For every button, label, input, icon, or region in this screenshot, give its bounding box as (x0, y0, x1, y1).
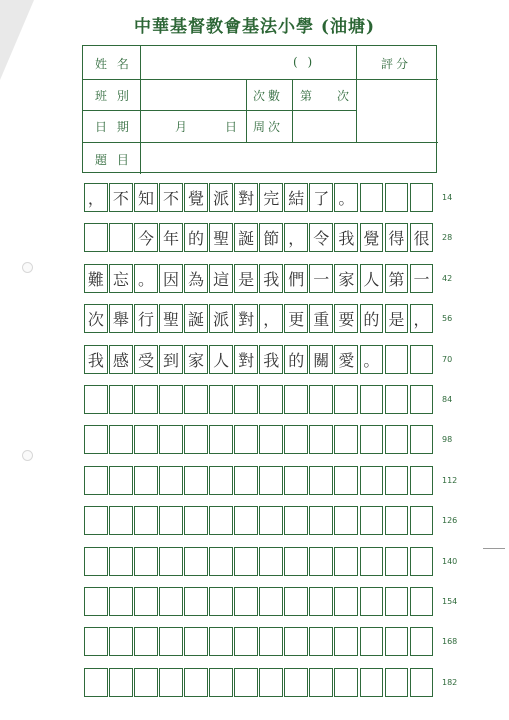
grid-cell (284, 547, 308, 576)
grid-cell: 舉 (109, 304, 133, 333)
class-label: 班 別 (95, 89, 132, 103)
grid-cell (84, 506, 108, 535)
grid-cell (410, 627, 434, 656)
grid-cell (410, 506, 434, 535)
grid-cell: 家 (184, 345, 208, 374)
grid-cell (184, 466, 208, 495)
grid-cell (234, 506, 258, 535)
grid-cell (84, 668, 108, 697)
grid-cell: 年 (159, 223, 183, 252)
row-char-count: 98 (442, 435, 453, 445)
grid-row (84, 425, 433, 454)
grid-cell (360, 506, 384, 535)
grid-cell: ， (259, 304, 283, 333)
grid-cell (334, 385, 358, 414)
grid-cell: 人 (209, 345, 233, 374)
grid-cell (109, 547, 133, 576)
grid-cell (234, 425, 258, 454)
grid-cell (184, 425, 208, 454)
grid-cell (84, 587, 108, 616)
grid-cell: 我 (334, 223, 358, 252)
grid-cell: 第 (385, 264, 409, 293)
grid-cell (159, 547, 183, 576)
grid-cell: 為 (184, 264, 208, 293)
grid-cell (209, 627, 233, 656)
grid-cell (410, 547, 434, 576)
grid-cell: 們 (284, 264, 308, 293)
grid-cell: ， (284, 223, 308, 252)
grid-cell: 我 (84, 345, 108, 374)
grid-cell (284, 506, 308, 535)
grid-cell: 到 (159, 345, 183, 374)
grid-cell: 誕 (184, 304, 208, 333)
grid-cell (259, 506, 283, 535)
grid-cell (309, 385, 333, 414)
grid-cell (259, 627, 283, 656)
grid-cell: 忘 (109, 264, 133, 293)
grid-cell (109, 425, 133, 454)
grid-cell: 我 (259, 345, 283, 374)
grid-cell (410, 425, 434, 454)
grid-cell (184, 506, 208, 535)
grid-cell (259, 587, 283, 616)
grid-cell (309, 466, 333, 495)
grid-row (84, 385, 433, 414)
grid-cell (309, 547, 333, 576)
row-char-count: 126 (442, 516, 458, 526)
grid-row (84, 223, 433, 252)
grid-cell (334, 425, 358, 454)
grid-cell (309, 587, 333, 616)
grid-cell (410, 587, 434, 616)
grid-cell: 。 (360, 345, 384, 374)
grid-cell (385, 627, 409, 656)
grid-cell (109, 587, 133, 616)
grid-cell (309, 668, 333, 697)
grid-cell: 愛 (334, 345, 358, 374)
grid-cell (184, 587, 208, 616)
week-label: 周次 (253, 120, 284, 134)
grid-cell (334, 587, 358, 616)
row-char-count: 42 (442, 273, 453, 283)
grid-cell (134, 668, 158, 697)
grid-cell (259, 385, 283, 414)
grid-cell: 更 (284, 304, 308, 333)
grid-cell (360, 425, 384, 454)
grid-cell: 結 (284, 183, 308, 212)
grid-cell (134, 385, 158, 414)
times-label: 次數 (253, 89, 284, 103)
grid-cell (234, 627, 258, 656)
grid-cell: 不 (159, 183, 183, 212)
grid-cell (234, 668, 258, 697)
grid-row (84, 587, 433, 616)
grid-cell (159, 668, 183, 697)
grid-cell: 因 (159, 264, 183, 293)
grid-cell (259, 466, 283, 495)
row-char-count: 182 (442, 677, 458, 687)
grid-cell: 一 (309, 264, 333, 293)
grid-cell: 今 (134, 223, 158, 252)
grid-cell (159, 506, 183, 535)
grid-cell (360, 587, 384, 616)
grid-cell: 知 (134, 183, 158, 212)
grid-cell (209, 668, 233, 697)
grid-cell (209, 425, 233, 454)
grid-cell: 這 (209, 264, 233, 293)
grid-cell: 對 (234, 304, 258, 333)
grid-row (84, 627, 433, 656)
grid-cell (209, 466, 233, 495)
grid-cell (159, 425, 183, 454)
grid-cell (259, 425, 283, 454)
grid-cell (309, 627, 333, 656)
grid-row (84, 466, 433, 495)
grid-cell (385, 587, 409, 616)
grid-cell (84, 466, 108, 495)
name-label: 姓 名 (95, 57, 132, 71)
grid-cell (134, 627, 158, 656)
grid-cell (385, 425, 409, 454)
grid-cell: 誕 (234, 223, 258, 252)
grid-cell: 是 (385, 304, 409, 333)
grid-cell (184, 385, 208, 414)
grid-cell (360, 627, 384, 656)
score-label: 評分 (381, 57, 412, 71)
grid-cell (209, 506, 233, 535)
row-char-count: 112 (442, 475, 458, 485)
grid-cell (109, 627, 133, 656)
grid-cell (385, 466, 409, 495)
grid-cell: 令 (309, 223, 333, 252)
grid-cell (385, 668, 409, 697)
grid-cell (410, 466, 434, 495)
grid-cell (159, 627, 183, 656)
grid-cell (259, 547, 283, 576)
grid-cell: 我 (259, 264, 283, 293)
grid-cell (134, 506, 158, 535)
grid-cell (334, 466, 358, 495)
grid-cell (410, 183, 434, 212)
grid-cell (184, 627, 208, 656)
grid-cell: 人 (360, 264, 384, 293)
date-label: 日 期 (95, 120, 132, 134)
grid-cell (385, 506, 409, 535)
page-title: 中華基督教會基法小學 (油塘) (133, 17, 375, 37)
row-char-count: 84 (442, 395, 453, 404)
class-number-parentheses: ( ) (293, 55, 316, 69)
grid-cell: 聖 (159, 304, 183, 333)
grid-cell (234, 547, 258, 576)
grid-cell: 次 (84, 304, 108, 333)
grid-cell (284, 425, 308, 454)
grid-cell (360, 547, 384, 576)
grid-cell (284, 466, 308, 495)
grid-cell: 是 (234, 264, 258, 293)
grid-cell (234, 466, 258, 495)
grid-cell (134, 466, 158, 495)
grid-row (84, 264, 433, 293)
grid-cell: ， (410, 304, 434, 333)
row-char-count: 14 (442, 193, 453, 202)
grid-cell (360, 385, 384, 414)
row-char-count: 28 (442, 233, 453, 243)
info-table (82, 45, 437, 173)
grid-cell (109, 385, 133, 414)
grid-cell: 完 (259, 183, 283, 212)
grid-cell: 關 (309, 345, 333, 374)
grid-cell: 難 (84, 264, 108, 293)
grid-cell (284, 668, 308, 697)
grid-cell (385, 183, 409, 212)
grid-row (84, 345, 433, 374)
grid-cell (309, 506, 333, 535)
grid-cell (334, 627, 358, 656)
grid-row (84, 183, 433, 212)
ci-label: 次 (337, 89, 353, 103)
grid-cell (159, 385, 183, 414)
grid-cell (385, 547, 409, 576)
grid-cell (410, 668, 434, 697)
grid-cell (84, 547, 108, 576)
grid-cell (209, 547, 233, 576)
day-label: 日 (225, 120, 241, 134)
grid-cell: 感 (109, 345, 133, 374)
grid-cell (259, 668, 283, 697)
grid-cell: 一 (410, 264, 434, 293)
grid-cell (159, 466, 183, 495)
grid-cell: 對 (234, 183, 258, 212)
punch-hole (22, 450, 33, 461)
row-char-count: 168 (442, 637, 458, 647)
grid-cell: 節 (259, 223, 283, 252)
grid-cell (134, 587, 158, 616)
punch-hole (22, 262, 33, 273)
grid-cell (109, 506, 133, 535)
grid-cell (284, 385, 308, 414)
row-char-count: 154 (442, 597, 458, 606)
grid-cell (360, 466, 384, 495)
grid-cell (134, 547, 158, 576)
row-char-count: 140 (442, 556, 458, 566)
pencil-mark (483, 548, 505, 549)
grid-cell (84, 425, 108, 454)
grid-cell (284, 627, 308, 656)
month-label: 月 (175, 120, 191, 134)
grid-cell (84, 385, 108, 414)
grid-cell (385, 385, 409, 414)
grid-cell (234, 385, 258, 414)
grid-cell (410, 345, 434, 374)
grid-row (84, 668, 433, 697)
grid-cell (334, 506, 358, 535)
grid-cell (184, 547, 208, 576)
grid-cell: 要 (334, 304, 358, 333)
grid-cell (134, 425, 158, 454)
grid-cell (385, 345, 409, 374)
grid-cell (360, 183, 384, 212)
grid-cell: 對 (234, 345, 258, 374)
di-label: 第 (300, 89, 316, 103)
grid-cell: 的 (360, 304, 384, 333)
topic-label: 題 目 (95, 153, 132, 167)
row-char-count: 70 (442, 354, 453, 364)
grid-cell (109, 223, 133, 252)
grid-cell: 行 (134, 304, 158, 333)
grid-cell: 。 (134, 264, 158, 293)
grid-cell (360, 668, 384, 697)
grid-cell (159, 587, 183, 616)
grid-cell (334, 547, 358, 576)
grid-cell: 覺 (360, 223, 384, 252)
grid-cell (209, 385, 233, 414)
grid-cell (410, 385, 434, 414)
grid-cell (109, 668, 133, 697)
grid-cell: 的 (184, 223, 208, 252)
grid-cell: 派 (209, 183, 233, 212)
grid-cell (209, 587, 233, 616)
grid-cell: 重 (309, 304, 333, 333)
grid-row (84, 547, 433, 576)
grid-cell: 。 (334, 183, 358, 212)
grid-cell (109, 466, 133, 495)
grid-cell (309, 425, 333, 454)
grid-cell (234, 587, 258, 616)
grid-row (84, 506, 433, 535)
grid-cell (84, 627, 108, 656)
grid-cell: 得 (385, 223, 409, 252)
grid-cell: 很 (410, 223, 434, 252)
grid-cell: 家 (334, 264, 358, 293)
grid-cell: 受 (134, 345, 158, 374)
grid-cell: 的 (284, 345, 308, 374)
grid-cell (184, 668, 208, 697)
grid-row (84, 304, 433, 333)
grid-cell (84, 223, 108, 252)
grid-cell: 不 (109, 183, 133, 212)
row-char-count: 56 (442, 314, 453, 324)
grid-cell (284, 587, 308, 616)
grid-cell: 覺 (184, 183, 208, 212)
grid-cell: 聖 (209, 223, 233, 252)
grid-cell: ， (84, 183, 108, 212)
grid-cell (334, 668, 358, 697)
grid-cell: 了 (309, 183, 333, 212)
grid-cell: 派 (209, 304, 233, 333)
